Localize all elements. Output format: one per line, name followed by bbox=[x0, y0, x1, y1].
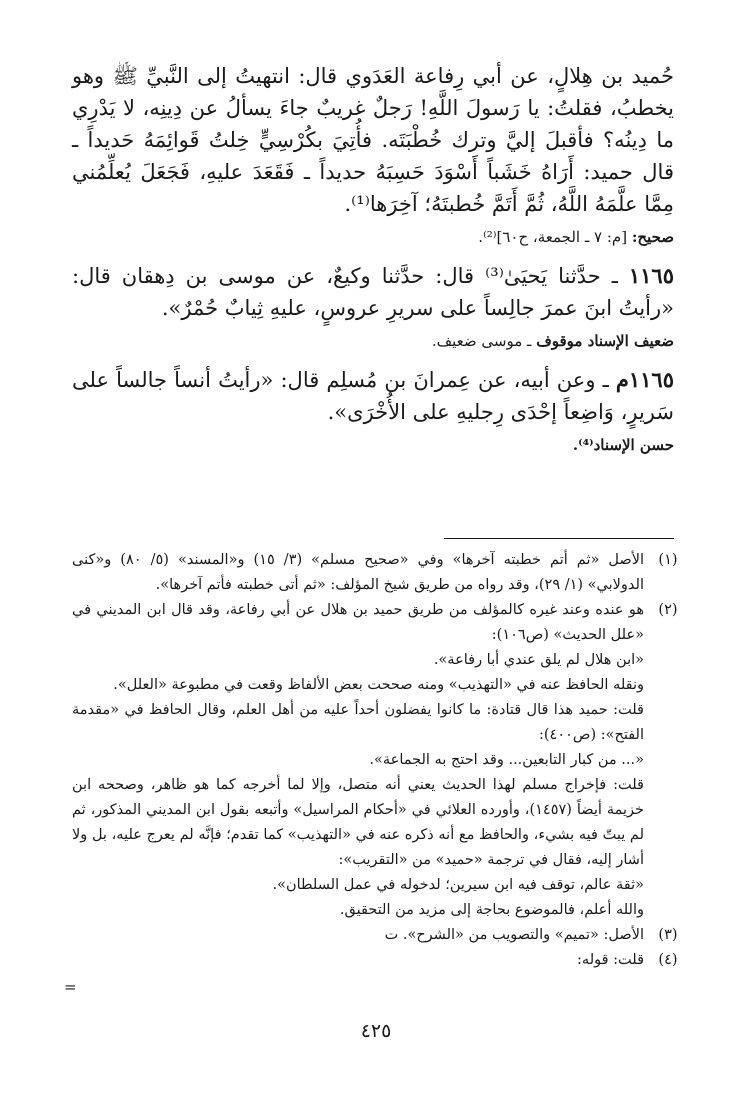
main-text bbox=[72, 60, 674, 468]
footnote-body bbox=[72, 923, 644, 948]
footnote-line: «ثقة عالم، توقف فيه ابن سيرين؛ لدخوله في عمل السلطان». bbox=[272, 877, 644, 893]
footnote-line: قلت: فإخراج مسلم لهذا الحديث يعني أنه متصل، وإلا لما أخرجه كما هو ظاهر، وصححه ابن خزيمة أيضاً (١٤٥٧)، وأورده العلائي في «أحكام المراسيل» وأتبعه بقول ابن المديني المذكور، ثم لم يبتّ فيه بشيء، والحافظ مع أنه ذكره عنه في «التهذيب» كما تقدم؛ فإنَّه لم يعرج عليه، بل ولا أشار إليه، فقال في ترجمة «حميد» من «التقريب»: bbox=[72, 777, 644, 868]
hadith-number-3: ١١٦٥م bbox=[615, 367, 674, 392]
footnote-body bbox=[72, 598, 644, 923]
footnote-4 bbox=[72, 948, 692, 973]
grade-label-2: ضعيف الإسناد موقوف bbox=[536, 332, 674, 350]
footnote-number: (١) bbox=[658, 552, 678, 568]
footnote-line: الأصل: «تميم» والتصويب من «الشرح». ت bbox=[384, 927, 644, 943]
footnote-2 bbox=[72, 598, 692, 923]
footnote-separator bbox=[444, 538, 674, 539]
footnote-line: قلت: قوله: bbox=[577, 952, 644, 968]
footnote-body bbox=[72, 548, 644, 598]
footnote-line: الأصل «ثم أتم خطبته آخرها» وفي «صحيح مسلم» (٣/ ١٥) و«المسند» (٥/ ٨٠) و«كنى الدولابي» (١/ ٢٩)، وقد رواه من طريق شيخ المؤلف: «ثم أتى خطبته فأتم آخرها». bbox=[72, 552, 645, 593]
footnote-3 bbox=[72, 923, 692, 948]
grade-line-3 bbox=[72, 432, 674, 458]
footnote-line: قلت: حميد هذا قال قتادة: ما كانوا يفضلون أحداً عليه من أهل العلم، وقال الحافظ في «مقدمة الفتح»: (ص٤٠٠): bbox=[72, 702, 644, 743]
hadith-number-2: ١١٦٥ bbox=[628, 263, 674, 288]
footnote-number: (٢) bbox=[658, 602, 678, 618]
grade-detail-2: ـ موسى ضعيف. bbox=[431, 332, 537, 350]
hadith-paragraph-2 bbox=[72, 260, 674, 324]
grade-label-3: حسن الإسناد⁽⁴⁾. bbox=[572, 436, 674, 454]
hadith-paragraph-1: حُميد بن هِلالٍ، عن أبي رِفاعة العَدَوي قال: انتهيتُ إلى النَّبيِّ ﷺ وهو يخطبُ، فقلتُ: يا رَسولَ اللَّهِ! رَجلٌ غريبٌ جاءَ يسألُ عن دِينِه، لا يَدْرِي ما دِينُه؟ فأقبلَ إليَّ وترك خُطْبَتَه. فأُتِيَ بكُرْسِيٍّ خِلتُ قَوائِمَهُ حَديداً ـ قال حميد: أَرَاهُ خَشَباً أَسْوَدَ حَسِبَهُ حديداً ـ فَقَعَدَ عليهِ، فَجَعَلَ يُعلِّمُني مِمَّا علَّمَهُ اللَّهُ، ثُمَّ أَتَمَّ خُطبتَهُ؛ آخِرَها⁽¹⁾. bbox=[72, 64, 674, 216]
footnote-body bbox=[72, 948, 644, 973]
grade-line-1 bbox=[72, 224, 674, 250]
footnote-number: (٤) bbox=[658, 952, 678, 968]
footnotes bbox=[72, 548, 692, 973]
footnote-number: (٣) bbox=[658, 927, 678, 943]
page-number: ٤٢٥ bbox=[360, 1020, 392, 1042]
grade-line-2 bbox=[72, 328, 674, 354]
grade-detail-1: [م: ٧ ـ الجمعة، ح٦٠]⁽²⁾. bbox=[478, 228, 632, 246]
footnote-line: هو عنده وعند غيره كالمؤلف من طريق حميد بن هلال عن أبي رفاعة، وقد قال ابن المديني في «علل الحديث» (ص١٠٦): bbox=[72, 602, 644, 643]
hadith-text-2: ـ حدَّثنا يَحيَىٰ⁽³⁾ قال: حدَّثنا وكيعٌ، عن موسى بن دِهقان قال: «رأيتُ ابنَ عمرَ جالِساً على سريرِ عروسٍ، عليهِ ثِيابٌ حُمْرٌ». bbox=[72, 264, 674, 320]
footnote-1 bbox=[72, 548, 692, 598]
continuation-mark: = bbox=[64, 978, 77, 996]
footnote-line: «... من كبار التابعين... وقد احتج به الجماعة». bbox=[369, 752, 644, 768]
grade-label-1: صحيح: bbox=[631, 228, 674, 246]
hadith-paragraph-3 bbox=[72, 364, 674, 428]
footnote-line: «ابن هلال لم يلق عندي أبا رفاعة». bbox=[433, 652, 644, 668]
footnote-line: والله أعلم، فالموضوع بحاجة إلى مزيد من التحقيق. bbox=[339, 902, 644, 918]
footnote-line: ونقله الحافظ عنه في «التهذيب» ومنه صححت بعض الألفاظ وقعت في مطبوعة «العلل». bbox=[113, 677, 644, 693]
hadith-text-3: ـ وعن أبيه، عن عِمرانَ بن مُسلِم قال: «رأيتُ أنساً جالساً على سَريرٍ، وَاضِعاً إحْدَى رِجليهِ على الأُخْرَى». bbox=[72, 368, 674, 424]
